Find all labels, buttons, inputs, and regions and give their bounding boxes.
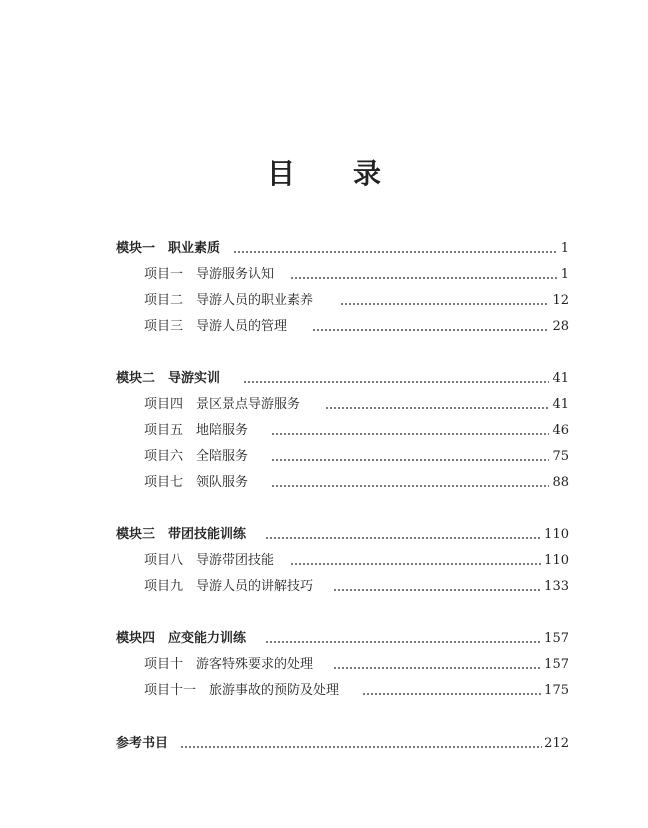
- toc-dot-leader: [265, 629, 542, 649]
- toc-entry-label: 项目五 地陪服务: [144, 423, 249, 438]
- toc-entry-label: 项目三 导游人员的管理: [144, 319, 288, 334]
- toc-entry-label: 项目二 导游人员的职业素养: [144, 293, 314, 308]
- title-char-1: 目: [266, 157, 295, 190]
- toc-page-number: 212: [544, 736, 569, 751]
- toc-page-number: 157: [544, 631, 569, 646]
- toc-dot-leader: [271, 447, 549, 467]
- toc-page-number: 41: [552, 397, 569, 412]
- toc-entry-label: 项目八 导游带团技能: [144, 553, 275, 568]
- toc-page-number: 157: [544, 657, 569, 672]
- toc-dot-leader: [325, 395, 549, 415]
- toc-item-entry[interactable]: [0, 447, 648, 467]
- toc-page-number: 12: [552, 293, 569, 308]
- toc-entry-label: 项目六 全陪服务: [144, 449, 249, 464]
- toc-item-entry[interactable]: [0, 473, 648, 493]
- toc-page-number: 133: [544, 579, 569, 594]
- toc-dot-leader: [271, 473, 549, 493]
- toc-item-entry[interactable]: [0, 317, 648, 337]
- toc-dot-leader: [243, 369, 549, 389]
- toc-item-entry[interactable]: [0, 395, 648, 415]
- toc-module-entry[interactable]: [0, 629, 648, 649]
- toc-dot-leader: [290, 265, 557, 285]
- toc-dot-leader: [362, 681, 542, 701]
- toc-entry-label: 项目九 导游人员的讲解技巧: [144, 579, 314, 594]
- toc-entry-label: 项目十 游客特殊要求的处理: [144, 657, 314, 672]
- toc-dot-leader: [312, 317, 549, 337]
- toc-entry-label: 模块一 职业素质: [116, 241, 221, 256]
- toc-dot-leader: [271, 421, 549, 441]
- toc-page-number: 41: [552, 371, 569, 386]
- page-title: [0, 152, 648, 192]
- toc-entry-label: 项目十一 旅游事故的预防及处理: [144, 683, 340, 698]
- toc-page-number: 110: [544, 527, 569, 542]
- toc-page-number: 1: [560, 267, 569, 282]
- toc-item-entry[interactable]: [0, 577, 648, 597]
- toc-entry-label: 项目四 景区景点导游服务: [144, 397, 301, 412]
- toc-entry-label: 项目七 领队服务: [144, 475, 249, 490]
- toc-page-number: 175: [544, 683, 569, 698]
- toc-entry-label: 模块三 带团技能训练: [116, 527, 247, 542]
- toc-dot-leader: [233, 239, 557, 259]
- toc-entry-label: 参考书目: [116, 736, 169, 751]
- toc-page-number: 88: [552, 475, 569, 490]
- toc-page-number: 28: [552, 319, 569, 334]
- toc-page-number: 46: [552, 423, 569, 438]
- toc-module-entry[interactable]: [0, 369, 648, 389]
- toc-entry-label: 项目一 导游服务认知: [144, 267, 275, 282]
- toc-dot-leader: [333, 655, 542, 675]
- toc-dot-leader: [180, 734, 542, 754]
- toc-item-entry[interactable]: [0, 421, 648, 441]
- toc-dot-leader: [340, 291, 549, 311]
- toc-page-number: 75: [552, 449, 569, 464]
- toc-module-entry[interactable]: [0, 239, 648, 259]
- toc-module-entry[interactable]: [0, 734, 648, 754]
- toc-item-entry[interactable]: [0, 291, 648, 311]
- title-char-2: 录: [353, 157, 382, 190]
- toc-item-entry[interactable]: [0, 681, 648, 701]
- toc-dot-leader: [265, 525, 542, 545]
- toc-page-number: 1: [560, 241, 569, 256]
- toc-entry-label: 模块四 应变能力训练: [116, 631, 247, 646]
- toc-page-number: 110: [544, 553, 569, 568]
- toc-item-entry[interactable]: [0, 551, 648, 571]
- toc-dot-leader: [333, 577, 542, 597]
- toc-item-entry[interactable]: [0, 265, 648, 285]
- toc-item-entry[interactable]: [0, 655, 648, 675]
- toc-dot-leader: [290, 551, 542, 571]
- toc-entry-label: 模块二 导游实训: [116, 371, 221, 386]
- toc-module-entry[interactable]: [0, 525, 648, 545]
